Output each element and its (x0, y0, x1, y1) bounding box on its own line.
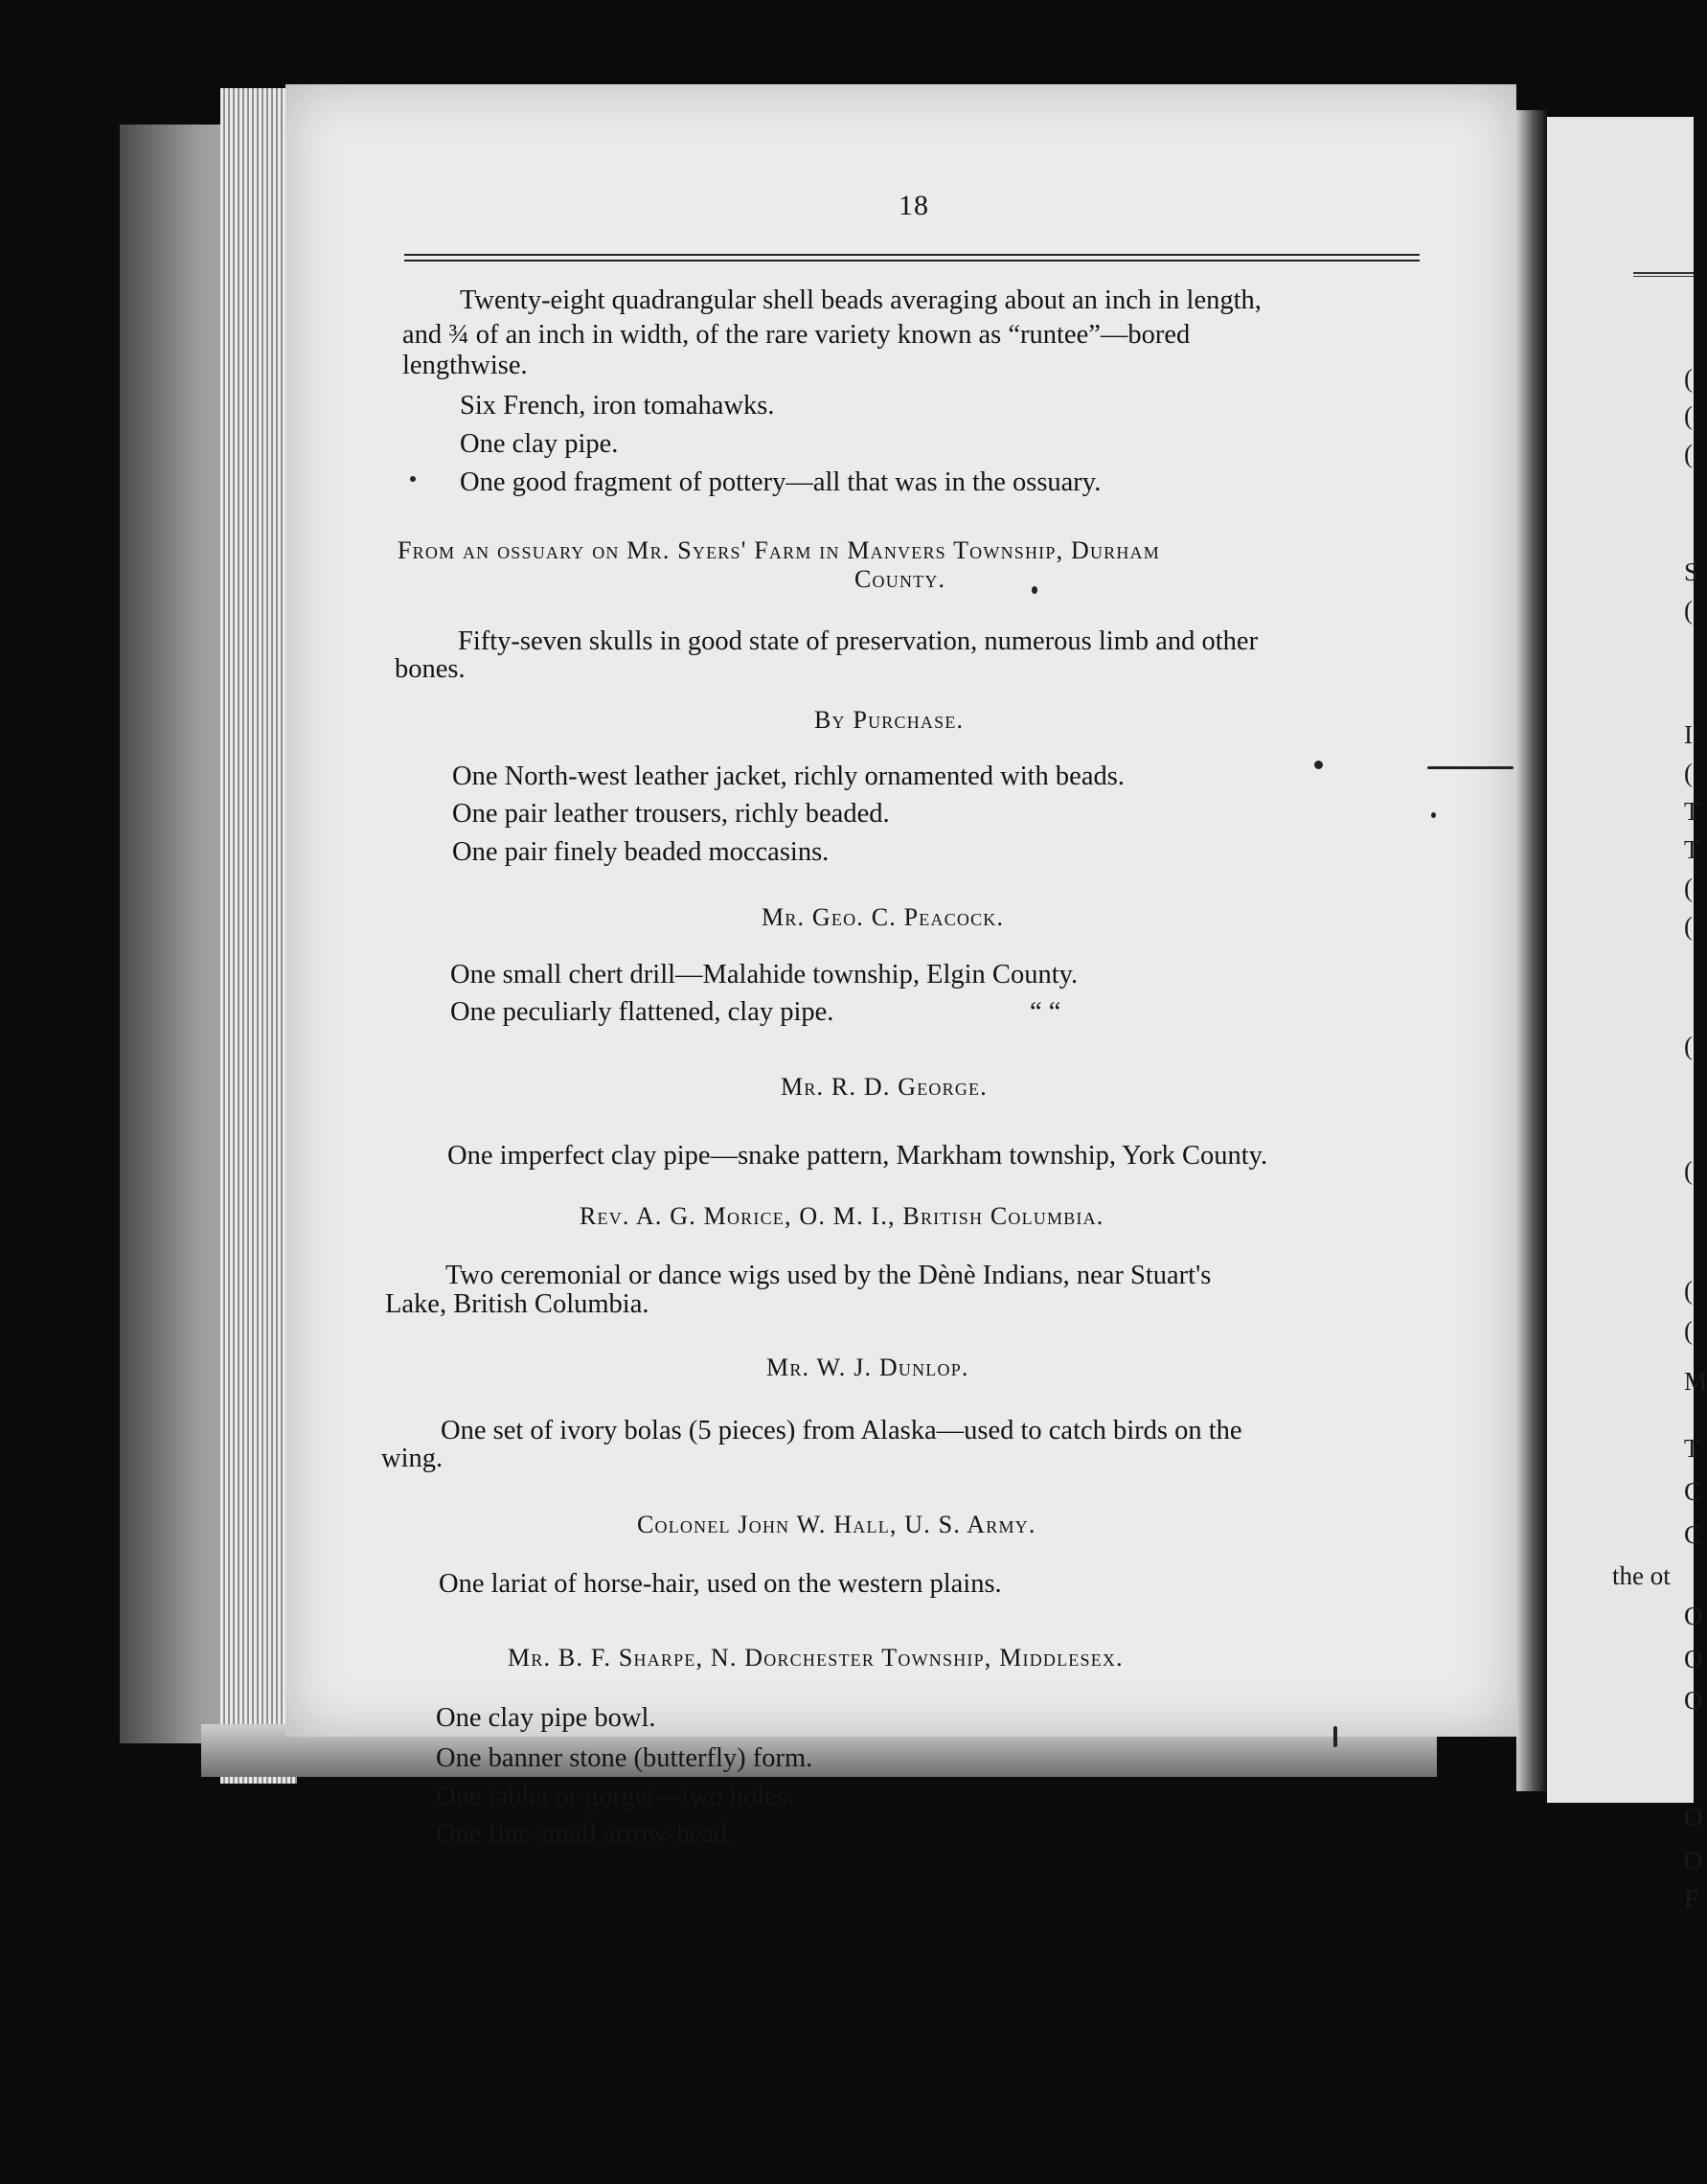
scan-speck (410, 476, 416, 482)
section-heading-syers-line-2: County. (854, 565, 946, 593)
intro-line-2: and ¾ of an inch in width, of the rare variety known as “runtee”—bored (402, 320, 1191, 350)
list-item: One small chert drill—Malahide township, Elgin County. (450, 960, 1079, 990)
section-heading-syers: From an ossuary on Mr. Syers' Farm in Manvers Township, Durham (398, 536, 1160, 564)
facing-fragment: M (1684, 1367, 1707, 1396)
list-item: One lariat of horse-hair, used on the western plains. (439, 1569, 1002, 1599)
facing-fragment: ( (1684, 1316, 1693, 1345)
section-heading-hall: Colonel John W. Hall, U. S. Army. (637, 1511, 1036, 1538)
facing-fragment: O (1684, 1645, 1703, 1673)
list-item: One clay pipe. (460, 429, 619, 459)
facing-fragment: F (1684, 1884, 1699, 1913)
facing-fragment: O (1684, 1686, 1703, 1715)
scan-speck (1431, 812, 1436, 818)
section-heading-sharpe: Mr. B. F. Sharpe, N. Dorchester Township, Middlesex. (508, 1644, 1124, 1672)
scan-speck (1314, 761, 1323, 769)
ditto-marks: “ “ (1030, 997, 1061, 1027)
facing-fragment: ( (1684, 440, 1693, 468)
list-item: One North-west leather jacket, richly ornamented with beads. (452, 762, 1125, 791)
list-item: One tablet or gorget—two holes. (436, 1782, 794, 1811)
facing-fragment: ( (1684, 1156, 1693, 1185)
section-heading-george: Mr. R. D. George. (781, 1073, 988, 1101)
scan-mark (1427, 766, 1514, 769)
facing-fragment: ( (1684, 874, 1693, 902)
scan-mark (1333, 1726, 1337, 1747)
facing-fragment: C (1684, 1477, 1702, 1506)
list-item: One pair leather trousers, richly beaded. (452, 799, 890, 829)
syers-text-line-1: Fifty-seven skulls in good state of preservation, numerous limb and other (458, 626, 1259, 656)
morice-text-line-1: Two ceremonial or dance wigs used by the Dènè Indians, near Stuart's (445, 1261, 1212, 1290)
facing-fragment: ( (1684, 912, 1693, 941)
section-heading-morice: Rev. A. G. Morice, O. M. I., British Columbia. (580, 1202, 1104, 1230)
facing-fragment: O (1684, 1602, 1703, 1630)
facing-fragment: I (1684, 720, 1693, 749)
facing-fragment: T (1684, 835, 1700, 864)
dunlop-text-line-2: wing. (381, 1444, 444, 1473)
intro-line-1: Twenty-eight quadrangular shell beads averaging about an inch in length, (460, 285, 1262, 315)
dunlop-text-line-1: One set of ivory bolas (5 pieces) from Alaska—used to catch birds on the (441, 1416, 1242, 1445)
list-item: One peculiarly flattened, clay pipe. (450, 997, 834, 1027)
list-item: One imperfect clay pipe—snake pattern, Markham township, York County. (447, 1141, 1268, 1171)
facing-fragment: S (1684, 557, 1699, 586)
section-heading-purchase: By Purchase. (814, 706, 965, 734)
list-item: One pair finely beaded moccasins. (452, 837, 830, 867)
facing-page (1547, 117, 1707, 1913)
facing-fragment: ( (1684, 364, 1693, 393)
section-heading-peacock: Mr. Geo. C. Peacock. (762, 903, 1005, 931)
header-rule (404, 254, 1420, 262)
facing-fragment: ( (1684, 401, 1693, 430)
facing-fragment: T (1684, 797, 1700, 826)
facing-fragment: O (1684, 1803, 1703, 1831)
list-item: One good fragment of pottery—all that was in the ossuary. (460, 467, 1102, 497)
facing-fragment: ( (1684, 596, 1693, 625)
facing-page-rule (1633, 272, 1694, 277)
scan-speck (1032, 586, 1037, 594)
facing-fragment: ( (1684, 759, 1693, 787)
list-item: One fine small arrow-head. (436, 1819, 735, 1849)
intro-line-3: lengthwise. (402, 351, 528, 380)
facing-fragment: the ot (1612, 1561, 1671, 1590)
morice-text-line-2: Lake, British Columbia. (385, 1289, 649, 1319)
facing-fragment: T (1684, 1434, 1700, 1463)
facing-fragment: ( (1684, 1276, 1693, 1305)
list-item: Six French, iron tomahawks. (460, 391, 775, 421)
facing-fragment: ( (1684, 1032, 1693, 1060)
book-gutter (1516, 110, 1547, 1791)
facing-fragment: O (1684, 1846, 1703, 1875)
syers-text-line-2: bones. (395, 654, 466, 684)
section-heading-dunlop: Mr. W. J. Dunlop. (766, 1354, 969, 1381)
list-item: One banner stone (butterfly) form. (436, 1743, 813, 1773)
list-item: One clay pipe bowl. (436, 1703, 656, 1733)
facing-fragment: C (1684, 1520, 1702, 1549)
page-number: 18 (899, 190, 929, 221)
